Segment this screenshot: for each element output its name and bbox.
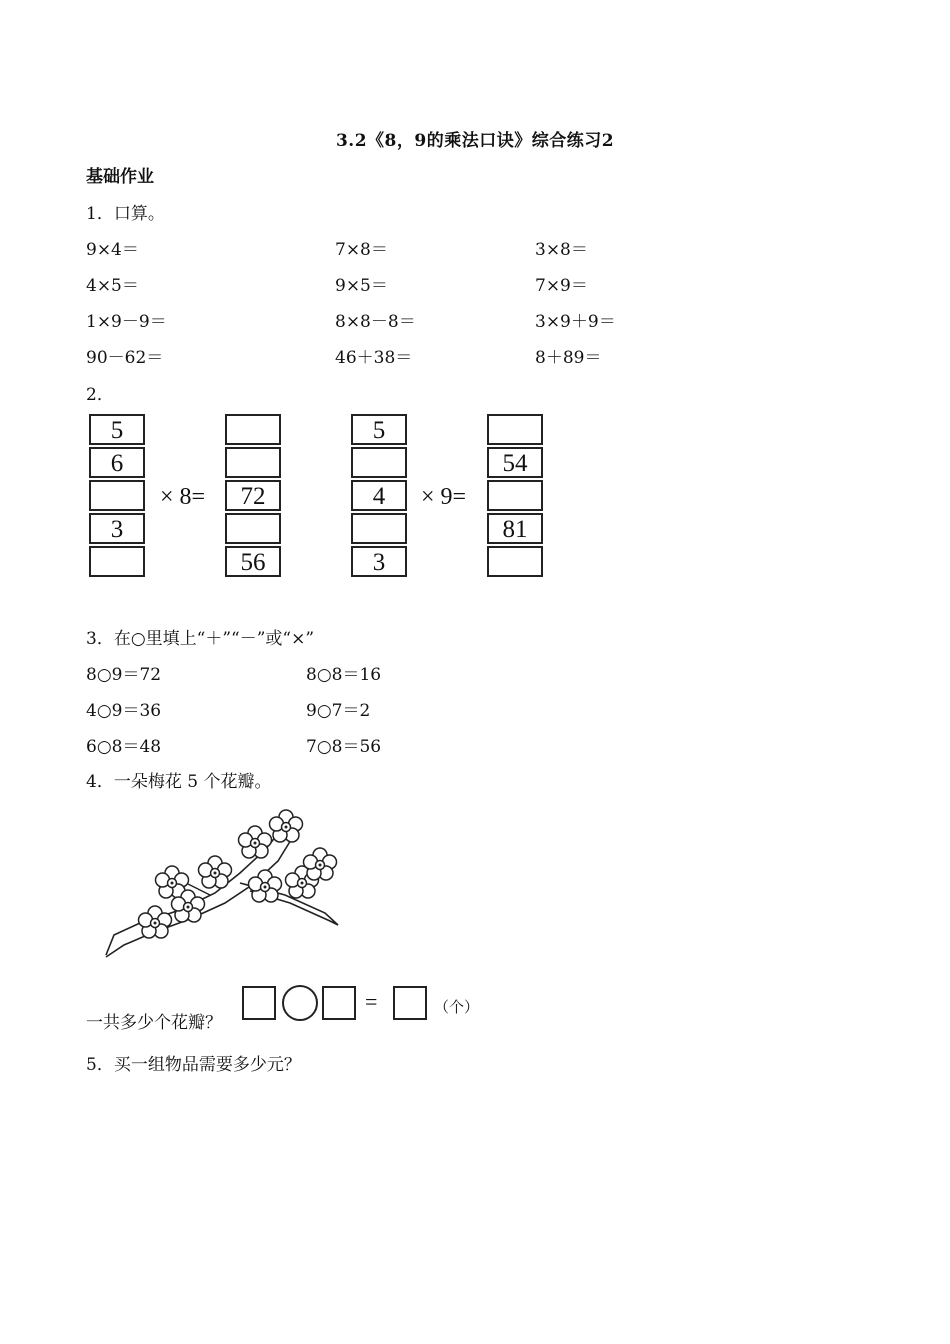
- q1-expr: 7×9＝: [535, 276, 588, 296]
- table2-right-cell: [487, 480, 543, 511]
- table2-left-cell: 3: [351, 546, 407, 577]
- plum-blossom-branch-illustration: [100, 795, 345, 965]
- q3-expr: 8○8＝16: [306, 665, 382, 685]
- q1-expr: 46＋38＝: [335, 348, 413, 368]
- q3-expr: 4○9＝36: [86, 701, 162, 721]
- unit-label: （个）: [434, 998, 480, 1016]
- table2-operator: × 9=: [421, 484, 467, 510]
- q1-label: 1．口算。: [86, 204, 165, 224]
- q4-label: 4．一朵梅花 5 个花瓣。: [86, 772, 272, 792]
- table2-left-cell: 5: [351, 414, 407, 445]
- table2-left-cell: [351, 513, 407, 544]
- q1-expr: 8＋89＝: [535, 348, 602, 368]
- table1-right-cell: [225, 513, 281, 544]
- table1-right-cell: [225, 447, 281, 478]
- table2-right-cell: [487, 546, 543, 577]
- q1-expr: 3×9＋9＝: [535, 312, 616, 332]
- q1-expr: 9×4＝: [86, 240, 139, 260]
- page-title: 3.2《8，9的乘法口诀》综合练习2: [335, 131, 615, 151]
- q1-expr: 90－62＝: [86, 348, 164, 368]
- answer-box[interactable]: [242, 986, 276, 1020]
- q1-expr: 3×8＝: [535, 240, 588, 260]
- q1-expr: 1×9－9＝: [86, 312, 167, 332]
- table2-left-cell: [351, 447, 407, 478]
- q1-expr: 4×5＝: [86, 276, 139, 296]
- table1-right-cell: 72: [225, 480, 281, 511]
- q3-expr: 7○8＝56: [306, 737, 382, 757]
- q4-question: 一共多少个花瓣？: [86, 1013, 222, 1033]
- result-box[interactable]: [393, 986, 427, 1020]
- table1-right-cell: [225, 414, 281, 445]
- table2-left-cell: 4: [351, 480, 407, 511]
- q1-expr: 8×8－8＝: [335, 312, 416, 332]
- operator-circle[interactable]: [282, 985, 318, 1021]
- table1-left-cell: 3: [89, 513, 145, 544]
- q3-expr: 6○8＝48: [86, 737, 162, 757]
- table1-left-cell: 5: [89, 414, 145, 445]
- q3-expr: 8○9＝72: [86, 665, 162, 685]
- q3-expr: 9○7＝2: [306, 701, 371, 721]
- table2-right-cell: 54: [487, 447, 543, 478]
- q2-label: 2．: [86, 385, 114, 405]
- q5-label: 5．买一组物品需要多少元？: [86, 1055, 301, 1075]
- table1-left-cell: [89, 546, 145, 577]
- q1-expr: 7×8＝: [335, 240, 388, 260]
- table1-right-cell: 56: [225, 546, 281, 577]
- section-heading: 基础作业: [86, 167, 154, 187]
- table1-left-cell: 6: [89, 447, 145, 478]
- q3-label: 3．在○里填上“＋”“－”或“×”: [86, 629, 315, 649]
- table1-operator: × 8=: [160, 484, 206, 510]
- q1-expr: 9×5＝: [335, 276, 388, 296]
- table1-left-cell: [89, 480, 145, 511]
- table2-right-cell: [487, 414, 543, 445]
- answer-box[interactable]: [322, 986, 356, 1020]
- table2-right-cell: 81: [487, 513, 543, 544]
- equals-sign: =: [365, 989, 378, 1014]
